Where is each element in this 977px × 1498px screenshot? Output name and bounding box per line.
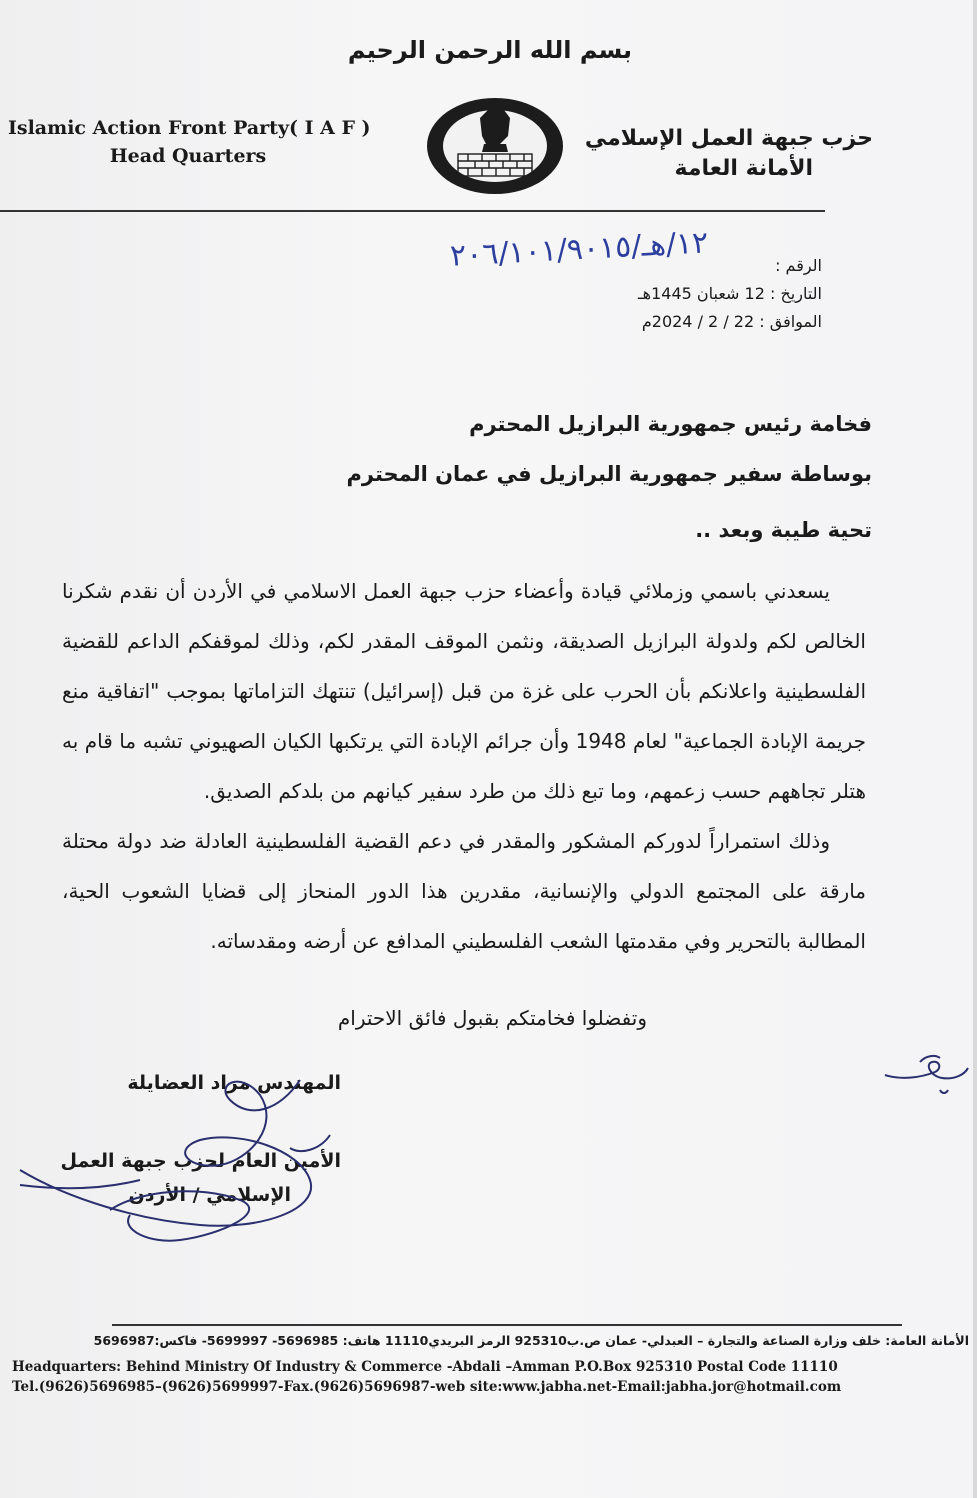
english-party-name: Islamic Action Front Party( I A F )	[8, 117, 371, 139]
page-edge	[973, 0, 977, 1498]
party-logo-icon	[424, 96, 566, 196]
footer-arabic-address: الأمانة العامة: خلف وزارة الصناعة والتجارة – العبدلي- عمان ص.ب925310 الرمز البريدي11110 هاتف: 5696985- 5699997- فاكس:5696987	[93, 1333, 969, 1348]
reference-number-label: الرقم :	[775, 256, 822, 275]
english-letterhead	[8, 114, 371, 170]
arabic-party-name: حزب جبهة العمل الإسلامي	[584, 126, 873, 151]
signer-title-2: الإسلامي / الأردن	[128, 1184, 291, 1206]
signer-name: المهندس مراد العضايلة	[127, 1072, 341, 1094]
reference-date-gregorian: الموافق : 22 / 2 / 2024م	[641, 312, 822, 331]
bismillah-heading: بسم الله الرحمن الرحيم	[347, 36, 633, 64]
addressee-president: فخامة رئيس جمهورية البرازيل المحترم	[469, 412, 872, 436]
reference-block	[638, 252, 822, 336]
handwritten-signature-icon	[0, 1040, 420, 1260]
footer-contact-line: Tel.(9626)5696985–(9626)5699997-Fax.(9626)5696987-web site:www.jabha.net-Email:jabha.jor@hotmail.com	[12, 1379, 842, 1395]
arabic-general-secretariat: الأمانة العامة	[674, 156, 813, 181]
signer-title-1: الأمين العام لحزب جبهة العمل	[60, 1150, 341, 1172]
arabic-letterhead	[585, 124, 873, 184]
handwritten-reference-number: ١٢/هـ/٢٠٦/١٠١/٩٠١٥	[449, 225, 710, 274]
footer-divider	[112, 1324, 902, 1326]
reference-date-hijri: التاريخ : 12 شعبان 1445هـ	[637, 284, 822, 303]
handwritten-initials-icon	[880, 1050, 975, 1110]
english-head-quarters: Head Quarters	[109, 145, 267, 167]
letter-body	[62, 566, 866, 966]
body-paragraph-2: وذلك استمراراً لدوركم المشكور والمقدر في دعم القضية الفلسطينية العادلة ضد دولة محتلة مارقة على المجتمع الدولي والإنسانية، مقدرين هذا الدور المنحاز إلى قضايا الشعوب الحية، المطالبة بالتحرير وفي مقدمتها الشعب الفلسطيني المدافع عن أرضه ومقدساته.	[62, 829, 866, 953]
footer-english-address: Headquarters: Behind Ministry Of Industry & Commerce -Abdali –Amman P.O.Box 925310 Postal Code 11110	[12, 1359, 838, 1375]
greeting: تحية طيبة وبعد ..	[695, 518, 872, 542]
body-paragraph-1: يسعدني باسمي وزملائي قيادة وأعضاء حزب جبهة العمل الاسلامي في الأردن أن نقدم شكرنا الخالص لكم ولدولة البرازيل الصديقة، ونثمن الموقف المقدر لكم، وذلك لموقفكم الداعم للقضية الفلسطينية واعلانكم بأن الحرب على غزة من قبل (إسرائيل) تنتهك التزاماتها بموجب "اتفاقية منع جريمة الإبادة الجماعية" لعام 1948 وأن جرائم الإبادة التي يرتكبها الكيان الصهيوني تشبه ما قام به هتلر تجاههم حسب زعمهم، وما تبع ذلك من طرد سفير كيانهم من بلدكم الصديق.	[62, 579, 867, 803]
closing-line: وتفضلوا فخامتكم بقبول فائق الاحترام	[337, 1006, 647, 1030]
addressee-ambassador: بوساطة سفير جمهورية البرازيل في عمان المحترم	[346, 462, 872, 486]
header-divider	[0, 210, 825, 212]
